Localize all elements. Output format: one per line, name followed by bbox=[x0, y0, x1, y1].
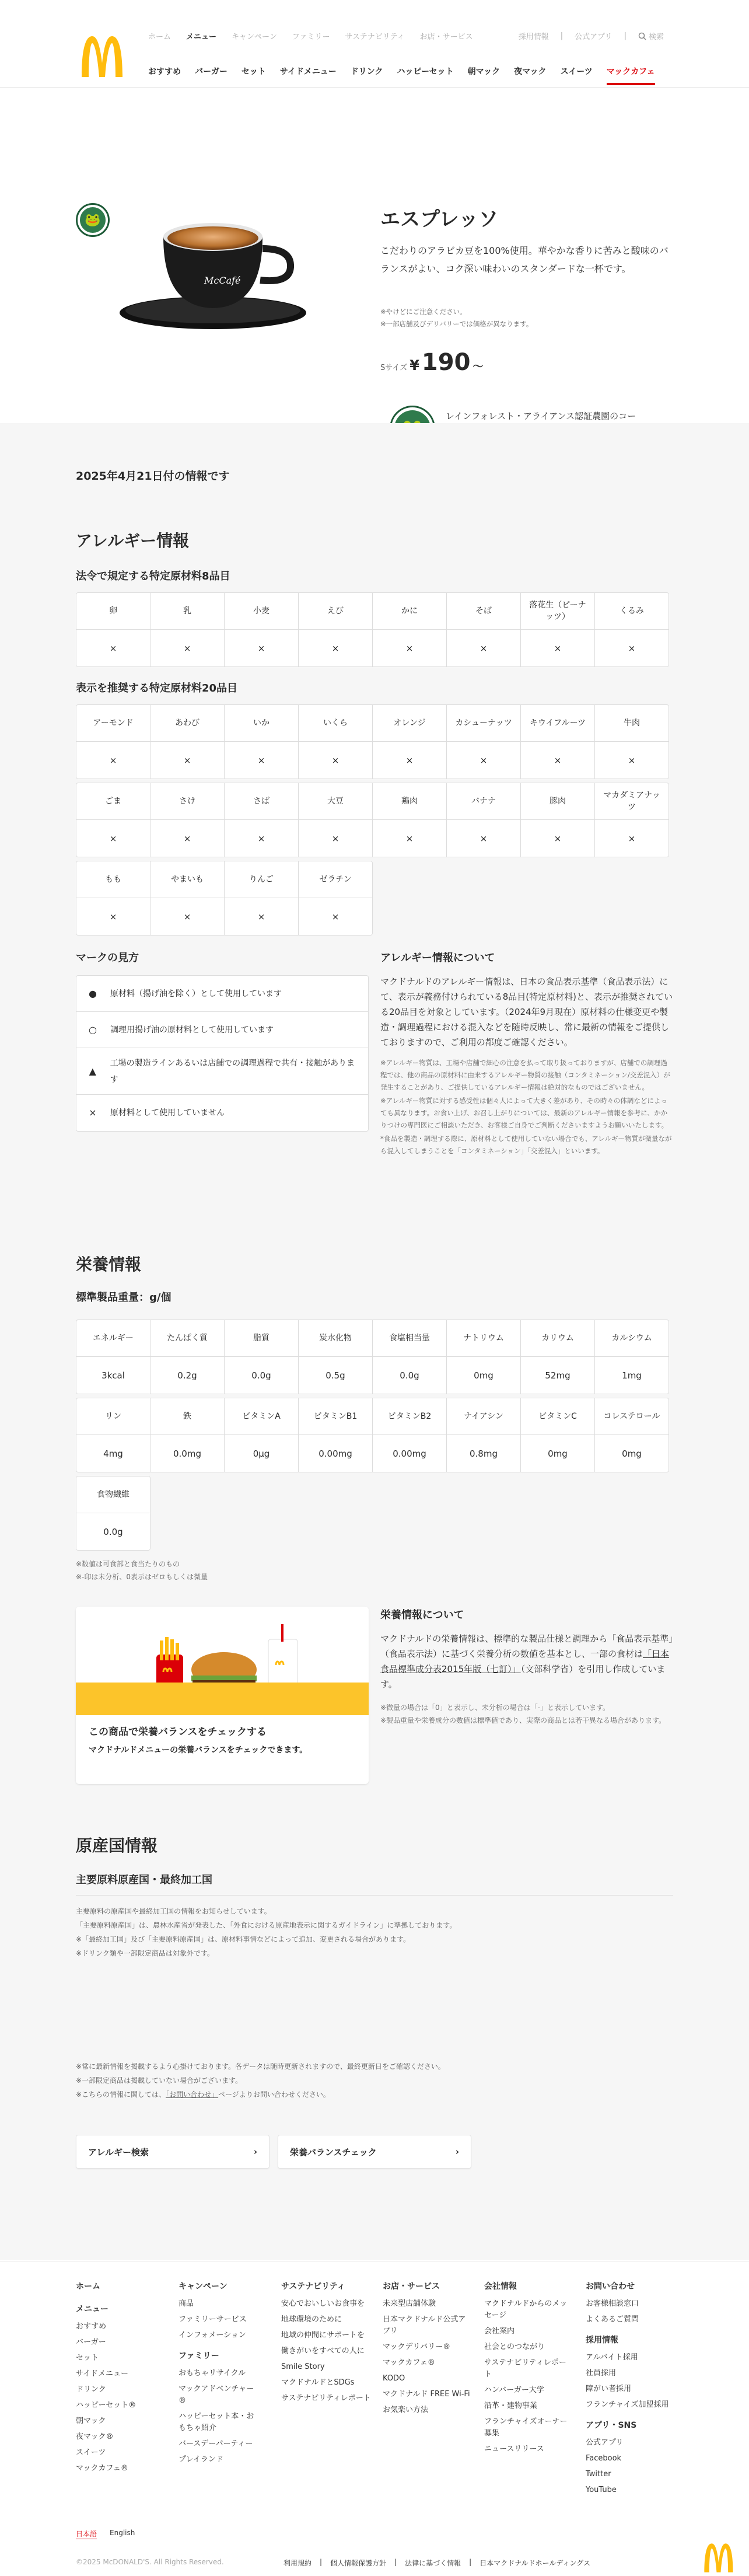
footer-link[interactable]: よくあるご質問 bbox=[586, 2315, 639, 2324]
cell-value: 0.0mg bbox=[173, 1448, 201, 1459]
footer-link[interactable]: サイドメニュー bbox=[76, 2369, 128, 2378]
table-cell bbox=[373, 783, 446, 857]
cell-value: × bbox=[405, 833, 414, 844]
footer-col-sustainability: サステナビリティ 安心でおいしいお食事を 地球環境のために 地域の仲間にサポートを 働きがいをすべての人に Smile Story マクドナルドとSDGs サステナビリティレポート bbox=[281, 2279, 371, 2409]
cell-value: × bbox=[331, 755, 340, 766]
cell-header: バナナ bbox=[447, 783, 520, 820]
footer-col-store: お店・サービス 未来型店舗体験 日本マクドナルド公式アプリ マックデリバリー® マックカフェ® KODO マクドナルド FREE Wi-Fi お気楽い方法 bbox=[383, 2279, 470, 2420]
nav-store-service[interactable]: お店・サービス bbox=[419, 33, 473, 41]
cell-value: 3kcal bbox=[102, 1370, 125, 1381]
mcdonalds-logo[interactable] bbox=[702, 2543, 735, 2573]
cell-value: 0.00mg bbox=[393, 1448, 426, 1459]
table-cell bbox=[373, 705, 446, 779]
cell-header: 卵 bbox=[76, 593, 150, 630]
legend-title: マークの見方 bbox=[76, 952, 139, 964]
mcdonalds-logo[interactable] bbox=[79, 35, 125, 78]
footer-link[interactable]: インフォメーション bbox=[178, 2331, 246, 2340]
cell-header: 炭水化物 bbox=[299, 1320, 372, 1357]
nav-menu[interactable]: メニュー bbox=[186, 33, 217, 41]
table-cell bbox=[76, 593, 150, 666]
footer-link[interactable]: セット bbox=[76, 2354, 99, 2362]
footer-link[interactable]: マックアドベンチャー® bbox=[178, 2385, 254, 2405]
table-cell bbox=[150, 1398, 224, 1472]
footer-link[interactable]: バースデーパーティー bbox=[178, 2439, 253, 2448]
nutrition-title: 栄養情報 bbox=[76, 1255, 142, 1274]
cell-header: マカダミアナッツ bbox=[595, 783, 668, 820]
footer-link[interactable]: 夜マック® bbox=[76, 2432, 114, 2441]
table-cell bbox=[447, 705, 520, 779]
table-cell bbox=[225, 783, 298, 857]
nutrition-about: 栄養情報について マクドナルドの栄養情報は、標準的な製品仕様と調理から「食品表示基準」（食品表示法）に基づく栄養分析の数値を基本とし、一部の食材は「日本食品標準成分表2015年版（七訂）」（文部科学省）を引用し作成しています。 ※微量の場合は「0」と表示し、未分析の場合は「-」と表示しています。 ※製品重量や栄養成分の数値は標準値であり、実際の商品とは若干異なる場合があります。 bbox=[380, 1607, 673, 1727]
global-nav bbox=[148, 30, 473, 41]
card-subtitle: マクドナルドメニューの栄養バランスをチェックできます。 bbox=[89, 1746, 308, 1755]
footer-link[interactable]: 商品 bbox=[178, 2299, 194, 2308]
lang-en[interactable]: English bbox=[110, 2529, 135, 2537]
cell-value: × bbox=[109, 911, 117, 922]
cell-header: エネルギー bbox=[76, 1320, 150, 1357]
rfa-text: レインフォレスト・アライアンス認証農園のコー bbox=[446, 411, 636, 421]
cross-icon: × bbox=[89, 1107, 97, 1118]
triangle-icon: ▲ bbox=[89, 1065, 96, 1077]
site-header bbox=[0, 0, 749, 88]
table-cell bbox=[595, 1398, 668, 1472]
table-cell bbox=[595, 705, 668, 779]
footer-link[interactable]: おすすめ bbox=[76, 2322, 107, 2331]
chevron-right-icon: › bbox=[455, 2146, 459, 2157]
cell-header: いくら bbox=[299, 705, 372, 742]
cell-value: 0.5g bbox=[326, 1370, 345, 1381]
cell-value: × bbox=[554, 643, 562, 654]
footer-col-company: 会社情報 マクドナルドからのメッセージ 会社案内 社会とのつながり サステナビリティレポート ハンバーガー大学 沿革・建物事業 フランチャイズオーナー募集 ニュースリリース bbox=[484, 2279, 573, 2459]
table-cell bbox=[150, 705, 224, 779]
cell-value: 0mg bbox=[548, 1448, 568, 1459]
cell-value: 0.0g bbox=[400, 1370, 419, 1381]
tab-recommend[interactable]: おすすめ bbox=[148, 67, 181, 76]
cell-header: 牛肉 bbox=[595, 705, 668, 742]
cell-value: × bbox=[257, 833, 265, 844]
cell-header: 大豆 bbox=[299, 783, 372, 820]
table-cell bbox=[150, 783, 224, 857]
table-cell bbox=[225, 1398, 298, 1472]
table-cell bbox=[447, 593, 520, 666]
cell-value: 0.8mg bbox=[470, 1448, 498, 1459]
cell-header: カシューナッツ bbox=[447, 705, 520, 742]
cell-header: 食塩相当量 bbox=[373, 1320, 446, 1357]
footer-link[interactable]: 日本マクドナルドホールディングス bbox=[480, 2559, 591, 2567]
footer-link[interactable]: Smile Story bbox=[281, 2362, 325, 2371]
allergy-table-20-c bbox=[76, 861, 373, 936]
divider bbox=[76, 1895, 673, 1896]
cell-value: × bbox=[109, 755, 117, 766]
footer-link[interactable]: マクドナルドからのメッセージ bbox=[484, 2299, 568, 2320]
table-cell bbox=[447, 1398, 520, 1472]
price-tilde: 〜 bbox=[473, 361, 484, 373]
tab-sweets[interactable]: スイーツ bbox=[560, 67, 593, 76]
cell-value: 0μg bbox=[253, 1448, 270, 1459]
table-cell bbox=[76, 783, 150, 857]
allergy-title: アレルギー情報 bbox=[76, 531, 190, 550]
allergy-sub20: 表示を推奨する特定原材料20品目 bbox=[76, 682, 238, 694]
footer-link[interactable]: マックカフェ® bbox=[76, 2464, 128, 2473]
table-cell bbox=[373, 1398, 446, 1472]
footer-link[interactable]: 安心でおいしいお食事を bbox=[281, 2299, 365, 2308]
table-cell bbox=[521, 1398, 594, 1472]
utility-nav bbox=[519, 30, 664, 41]
cell-header: カリウム bbox=[521, 1320, 594, 1357]
cell-header: ごま bbox=[76, 783, 150, 820]
divider: | bbox=[560, 32, 564, 40]
lang-ja[interactable]: 日本語 bbox=[76, 2530, 97, 2538]
footer-link[interactable]: フランチャイズオーナー募集 bbox=[484, 2417, 568, 2438]
card-title: この商品で栄養バランスをチェックする bbox=[89, 1726, 267, 1738]
cell-value: × bbox=[480, 643, 488, 654]
cell-value: × bbox=[183, 755, 191, 766]
nav-campaign[interactable]: キャンペーン bbox=[232, 33, 277, 41]
cell-header: 乳 bbox=[150, 593, 224, 630]
legend-row: ● 原材料（揚げ油を除く）として使用しています bbox=[76, 976, 368, 1012]
footer-link[interactable]: 公式アプリ bbox=[586, 2438, 624, 2447]
search-icon bbox=[638, 32, 646, 40]
contact-link[interactable]: 「お問い合わせ」 bbox=[166, 2090, 219, 2099]
cell-value: × bbox=[183, 643, 191, 654]
cell-value: × bbox=[554, 755, 562, 766]
table-cell bbox=[299, 705, 372, 779]
cell-value: 1mg bbox=[622, 1370, 642, 1381]
footer-link[interactable]: 社員採用 bbox=[586, 2369, 617, 2378]
table-cell bbox=[299, 1320, 372, 1394]
footer-link[interactable]: 個人情報保護方針 bbox=[330, 2559, 387, 2567]
table-cell bbox=[447, 1320, 520, 1394]
table-cell bbox=[225, 593, 298, 666]
allergy-sub8: 法令で規定する特定原材料8品目 bbox=[76, 570, 230, 582]
chevron-right-icon: › bbox=[253, 2146, 257, 2157]
tab-set[interactable]: セット bbox=[241, 67, 266, 76]
table-cell bbox=[373, 1320, 446, 1394]
cell-header: 食物繊維 bbox=[76, 1477, 150, 1513]
cell-value: × bbox=[554, 833, 562, 844]
cell-value: × bbox=[331, 833, 340, 844]
table-cell bbox=[521, 1320, 594, 1394]
nav-app[interactable]: 公式アプリ bbox=[575, 33, 612, 41]
allergy-table-20-b bbox=[76, 783, 669, 857]
nutrition-about-title: 栄養情報について bbox=[380, 1609, 464, 1621]
nutrition-check-button[interactable]: 栄養バランスチェック › bbox=[278, 2135, 471, 2169]
info-date: 2025年4月21日付の情報です bbox=[76, 470, 230, 483]
table-cell bbox=[76, 1398, 150, 1472]
cell-header: キウイフルーツ bbox=[521, 705, 594, 742]
origin-sub: 主要原料原産国・最終加工国 bbox=[76, 1874, 212, 1886]
nav-recruit[interactable]: 採用情報 bbox=[518, 33, 549, 41]
cell-header: ナトリウム bbox=[447, 1320, 520, 1357]
frog-icon: 🐸 bbox=[80, 207, 106, 233]
table-cell bbox=[595, 593, 668, 666]
cell-value: × bbox=[405, 755, 414, 766]
tab-mccafe[interactable]: マックカフェ bbox=[607, 65, 655, 77]
cell-header: ビタミンB1 bbox=[299, 1398, 372, 1435]
footer-link[interactable]: プレイランド bbox=[178, 2455, 223, 2464]
menu-category-nav bbox=[148, 65, 655, 77]
cell-value: 0.2g bbox=[177, 1370, 197, 1381]
cell-header: オレンジ bbox=[373, 705, 446, 742]
cell-header: ビタミンC bbox=[521, 1398, 594, 1435]
meal-image bbox=[76, 1607, 369, 1683]
price bbox=[380, 349, 483, 376]
cell-value: × bbox=[331, 643, 340, 654]
cell-value: 0mg bbox=[474, 1370, 494, 1381]
cell-value: × bbox=[183, 911, 191, 922]
origin-title: 原産国情報 bbox=[76, 1836, 158, 1855]
table-cell bbox=[225, 705, 298, 779]
table-cell bbox=[447, 783, 520, 857]
origin-notes: 主要原料の原産国や最終加工国の情報をお知らせしています。 「主要原料原産国」は、農林水産省が発表した、「外食における原産地表示に関するガイドライン」に準拠しております。 ※「最終加工国」及び「主要原料原産国」は、原材料事情などによって追加、変更される場合があります。 ※ドリンク類や一部限定商品は対象外です。 bbox=[76, 1907, 457, 1957]
cell-value: 4mg bbox=[103, 1448, 123, 1459]
cell-header: ナイアシン bbox=[447, 1398, 520, 1435]
cell-value: × bbox=[480, 833, 488, 844]
footer-link[interactable]: マックデリバリー® bbox=[383, 2343, 451, 2351]
allergy-about-title: アレルギー情報について bbox=[380, 952, 495, 964]
price-value: 190 bbox=[421, 349, 471, 376]
table-cell bbox=[595, 1320, 668, 1394]
cell-header: えび bbox=[299, 593, 372, 630]
cell-header: かに bbox=[373, 593, 446, 630]
nutrition-table-3 bbox=[76, 1476, 150, 1551]
footer-link[interactable]: フランチャイズ加盟採用 bbox=[586, 2400, 669, 2409]
footer-link[interactable]: 会社案内 bbox=[484, 2327, 515, 2336]
table-cell bbox=[521, 705, 594, 779]
cell-value: × bbox=[257, 643, 265, 654]
legend-row: ○ 調理用揚げ油の原材料として使用しています bbox=[76, 1012, 368, 1048]
footer-links: 利用規約 | 個人情報保護方針 | 法律に基づく情報 | 日本マクドナルドホールディングス bbox=[284, 2558, 591, 2567]
cell-header: そば bbox=[447, 593, 520, 630]
footer-link[interactable]: アルバイト採用 bbox=[586, 2353, 638, 2362]
cell-header: 豚肉 bbox=[521, 783, 594, 820]
allergy-about: アレルギー情報について マクドナルドのアレルギー情報は、日本の食品表示基準（食品表示法）にて、表示が義務付けられている8品目(特定原材料)と、表示が推奨されている20品目を対象としています。（2024年9月現在）原材料の仕様変更や製造・調理過程における混入などを随時反映し、常に最新の情報をご提供しておりますので、ご利用の都度ご確認ください。 ※アレルギー物質は、工場や店舗で細心の注意を払って取り扱っておりますが、店舗での調理過程では、他の商品の原材料に由来するアレルギー物質の接触（コンタミネーション/交差混入）が発生することがあり、ご提供しているアレルギー情報は絶対的なものではございません。 ※アレルギー物質に対する感受性は個々人によって大きく差があり、その時々の体調などによっても異なります。お食い上げ、お召し上がりについては、最新のアレルギー情報を参考に、かかりつけの専門医にご相談いただき、お客様ご自身でご判断くださいますようお願いいたします。 *食品を製造・調理する際に、原材料として使用していない場合でも、アレルギー物質が微量ながら混入してしまうことを「コンタミネーション」「交差混入」といいます。 bbox=[380, 950, 673, 1157]
table-cell bbox=[76, 705, 150, 779]
cell-header: 落花生（ピーナッツ） bbox=[521, 593, 594, 630]
footer-col-menu: ホーム メニュー おすすめ バーガー セット サイドメニュー ドリンク ハッピーセット® 朝マック 夜マック® スイーツ マックカフェ® bbox=[76, 2279, 136, 2479]
table-cell bbox=[150, 593, 224, 666]
svg-text:McCafé: McCafé bbox=[204, 275, 241, 286]
table-cell bbox=[299, 1398, 372, 1472]
nutrition-notes: ※数値は可食部と食当たりのもの ※-印は未分析、0表示はゼロもしくは微量 bbox=[76, 1560, 208, 1581]
footer-link[interactable]: 働きがいをすべての人に bbox=[281, 2347, 365, 2355]
search-button[interactable]: 検索 bbox=[638, 30, 664, 41]
info-area bbox=[0, 423, 749, 2260]
footer-link[interactable]: 法律に基づく情報 bbox=[405, 2559, 461, 2567]
circle-icon: ○ bbox=[89, 1024, 97, 1035]
footer-link[interactable]: サステナビリティレポート bbox=[281, 2394, 371, 2403]
footer-col-campaign: キャンペーン 商品 ファミリーサービス インフォメーション ファミリー おもちゃリサイクル マックアドベンチャー® ハッピーセット本・おもちゃ紹介 バースデーパーティー プレイランド bbox=[178, 2279, 258, 2470]
footer-link[interactable]: ハッピーセット本・おもちゃ紹介 bbox=[178, 2412, 254, 2432]
cell-value: 52mg bbox=[545, 1370, 570, 1381]
cell-header: ビタミンB2 bbox=[373, 1398, 446, 1435]
footer-link[interactable]: ニュースリリース bbox=[484, 2445, 544, 2453]
mark-legend bbox=[76, 975, 369, 1132]
table-cell bbox=[225, 861, 298, 935]
product-title: エスプレッソ bbox=[380, 208, 499, 231]
site-footer bbox=[0, 2261, 749, 2576]
nutrition-table-2 bbox=[76, 1398, 669, 1472]
cell-header: ビタミンA bbox=[225, 1398, 298, 1435]
rainforest-alliance-badge bbox=[76, 203, 110, 237]
tab-drink[interactable]: ドリンク bbox=[350, 67, 383, 76]
cell-header: リン bbox=[76, 1398, 150, 1435]
tab-night[interactable]: 夜マック bbox=[514, 67, 547, 76]
footer-link[interactable]: 地域の仲間にサポートを bbox=[281, 2331, 365, 2340]
table-cell bbox=[521, 593, 594, 666]
nav-family[interactable]: ファミリー bbox=[292, 33, 330, 41]
table-cell bbox=[521, 783, 594, 857]
table-cell bbox=[150, 861, 224, 935]
cell-header: 脂質 bbox=[225, 1320, 298, 1357]
footer-link[interactable]: 日本マクドナルド公式アプリ bbox=[383, 2315, 466, 2336]
cell-header: あわび bbox=[150, 705, 224, 742]
cell-header: もも bbox=[76, 861, 150, 898]
cell-value: 0.0g bbox=[251, 1370, 271, 1381]
cell-header: ゼラチン bbox=[299, 861, 372, 898]
footer-link[interactable]: サステナビリティレポート bbox=[484, 2358, 566, 2379]
footer-link[interactable]: 地球環境のために bbox=[281, 2315, 342, 2324]
cell-header: やまいも bbox=[150, 861, 224, 898]
tab-side[interactable]: サイドメニュー bbox=[279, 67, 337, 76]
cell-value: × bbox=[628, 833, 636, 844]
cell-header: 鉄 bbox=[150, 1398, 224, 1435]
footer-link[interactable]: 未来型店舗体験 bbox=[383, 2299, 436, 2308]
nutrition-table-1 bbox=[76, 1320, 669, 1394]
cell-value: × bbox=[183, 833, 191, 844]
allergy-table-20-a bbox=[76, 704, 669, 779]
cell-header: 鶏肉 bbox=[373, 783, 446, 820]
table-cell bbox=[76, 861, 150, 935]
footer-link[interactable]: マクドナルドとSDGs bbox=[281, 2378, 355, 2387]
cell-value: 0.00mg bbox=[318, 1448, 352, 1459]
tab-morning[interactable]: 朝マック bbox=[467, 67, 501, 76]
product-description: こだわりのアラビカ豆を100%使用。華やかな香りに苦みと酸味のバランスがよい、コク深い味わいのスタンダードな一杯です。 bbox=[380, 245, 668, 274]
language-switch bbox=[76, 2529, 673, 2539]
nav-sustainability[interactable]: サステナビリティ bbox=[345, 33, 405, 41]
footer-col-contact: お問い合わせ お客様相談窓口 よくあるご質問 採用情報 アルバイト採用 社員採用 障がい者採用 フランチャイズ加盟採用 アプリ・SNS 公式アプリ Facebook Twitter YouTube bbox=[586, 2279, 668, 2500]
footer-link[interactable]: おもちゃリサイクル bbox=[178, 2369, 246, 2378]
cell-value: × bbox=[628, 643, 636, 654]
cell-header: いか bbox=[225, 705, 298, 742]
footer-link[interactable]: 沿革・建物事業 bbox=[484, 2402, 538, 2410]
origin-notes-2: ※常に最新情報を掲載するよう心掛けております。各データは随時更新されますので、最終更新日をご確認ください。 ※一部限定商品は掲載していない場合がございます。 ※こちらの情報に関しては、「お問い合わせ」ページよりお問い合わせください。 bbox=[76, 2062, 445, 2099]
cell-header: たんぱく質 bbox=[150, 1320, 224, 1357]
table-cell bbox=[225, 1320, 298, 1394]
table-cell bbox=[76, 1477, 150, 1550]
footer-link[interactable]: バーガー bbox=[76, 2338, 106, 2347]
footer-link[interactable]: お客様相談窓口 bbox=[586, 2299, 639, 2308]
price-currency: ¥ bbox=[410, 357, 419, 374]
tab-burger[interactable]: バーガー bbox=[195, 67, 228, 76]
cell-header: さけ bbox=[150, 783, 224, 820]
table-cell bbox=[299, 861, 372, 935]
legend-row: ▲ 工場の製造ラインあるいは店舗での調理過程で共有・接触があります bbox=[76, 1048, 368, 1095]
nutrition-balance-card[interactable] bbox=[76, 1607, 369, 1784]
table-cell bbox=[150, 1320, 224, 1394]
cell-value: × bbox=[405, 643, 414, 654]
cell-value: × bbox=[628, 755, 636, 766]
nutrition-weight: 標準製品重量：g/個 bbox=[76, 1292, 172, 1304]
footer-link[interactable]: ハンバーガー大学 bbox=[484, 2386, 544, 2395]
cell-value: × bbox=[480, 755, 488, 766]
footer-link[interactable]: ドリンク bbox=[76, 2385, 106, 2394]
cell-value: × bbox=[257, 911, 265, 922]
cell-header: コレステロール bbox=[595, 1398, 668, 1435]
cell-header: アーモンド bbox=[76, 705, 150, 742]
cell-value: × bbox=[331, 911, 340, 922]
product-notes: ※やけどにご注意ください。 ※一部店舗及びデリバリーでは価格が異なります。 bbox=[380, 308, 533, 328]
allergy-search-button[interactable]: アレルギー検索 › bbox=[76, 2135, 270, 2169]
divider: | bbox=[624, 32, 626, 40]
cell-header: 小麦 bbox=[225, 593, 298, 630]
cell-value: × bbox=[109, 833, 117, 844]
footer-link[interactable]: 利用規約 bbox=[284, 2559, 312, 2567]
espresso-cup-image bbox=[117, 202, 315, 330]
cell-value: 0.0g bbox=[103, 1526, 123, 1537]
footer-link[interactable]: マクドナルド FREE Wi-Fi bbox=[383, 2390, 470, 2399]
footer-link[interactable]: 障がい者採用 bbox=[586, 2385, 632, 2393]
legend-row: × 原材料として使用していません bbox=[76, 1095, 368, 1131]
footer-link[interactable]: ファミリーサービス bbox=[178, 2315, 247, 2324]
footer-link[interactable]: Twitter bbox=[586, 2470, 611, 2479]
table-cell bbox=[299, 783, 372, 857]
footer-link[interactable]: Facebook bbox=[586, 2454, 622, 2463]
tab-happyset[interactable]: ハッピーセット bbox=[397, 67, 454, 76]
cell-header: りんご bbox=[225, 861, 298, 898]
cell-value: 0mg bbox=[622, 1448, 642, 1459]
table-cell bbox=[373, 593, 446, 666]
footer-link[interactable]: お気楽い方法 bbox=[383, 2406, 429, 2414]
copyright: ©2025 McDONALD'S. All Rights Reserved. bbox=[76, 2558, 224, 2566]
product-section bbox=[0, 88, 749, 423]
allergy-about-body: マクドナルドのアレルギー情報は、日本の食品表示基準（食品表示法）にて、表示が義務付けられている8品目(特定原材料)と、表示が推奨されている20品目を対象としています。（2024年9月現在）原材料の仕様変更や製造・調理過程における混入などを随時反映し、常に最新の情報をご提供しておりますので、ご利用の都度ご確認ください。 bbox=[380, 976, 673, 1048]
footer-link[interactable]: ハッピーセット® bbox=[76, 2401, 136, 2410]
table-cell bbox=[76, 1320, 150, 1394]
footer-link[interactable]: 朝マック bbox=[76, 2417, 106, 2425]
cell-value: × bbox=[109, 643, 117, 654]
footer-link[interactable]: スイーツ bbox=[76, 2448, 106, 2457]
cell-header: さば bbox=[225, 783, 298, 820]
food-table-link[interactable]: 「日本食品標準成分表2015年版（七訂）」 bbox=[380, 1649, 670, 1674]
cell-value: × bbox=[257, 755, 265, 766]
price-size: Sサイズ bbox=[380, 364, 408, 372]
nav-home[interactable]: ホーム bbox=[148, 33, 172, 41]
table-cell bbox=[595, 783, 668, 857]
footer-link[interactable]: KODO bbox=[383, 2374, 405, 2383]
allergy-table-8 bbox=[76, 592, 669, 667]
footer-link[interactable]: マックカフェ® bbox=[383, 2358, 435, 2367]
table-cell bbox=[299, 593, 372, 666]
cell-header: カルシウム bbox=[595, 1320, 668, 1357]
footer-link[interactable]: YouTube bbox=[586, 2486, 617, 2494]
filled-circle-icon: ● bbox=[89, 987, 97, 999]
footer-link[interactable]: 社会とのつながり bbox=[484, 2343, 545, 2351]
cell-header: くるみ bbox=[595, 593, 668, 630]
